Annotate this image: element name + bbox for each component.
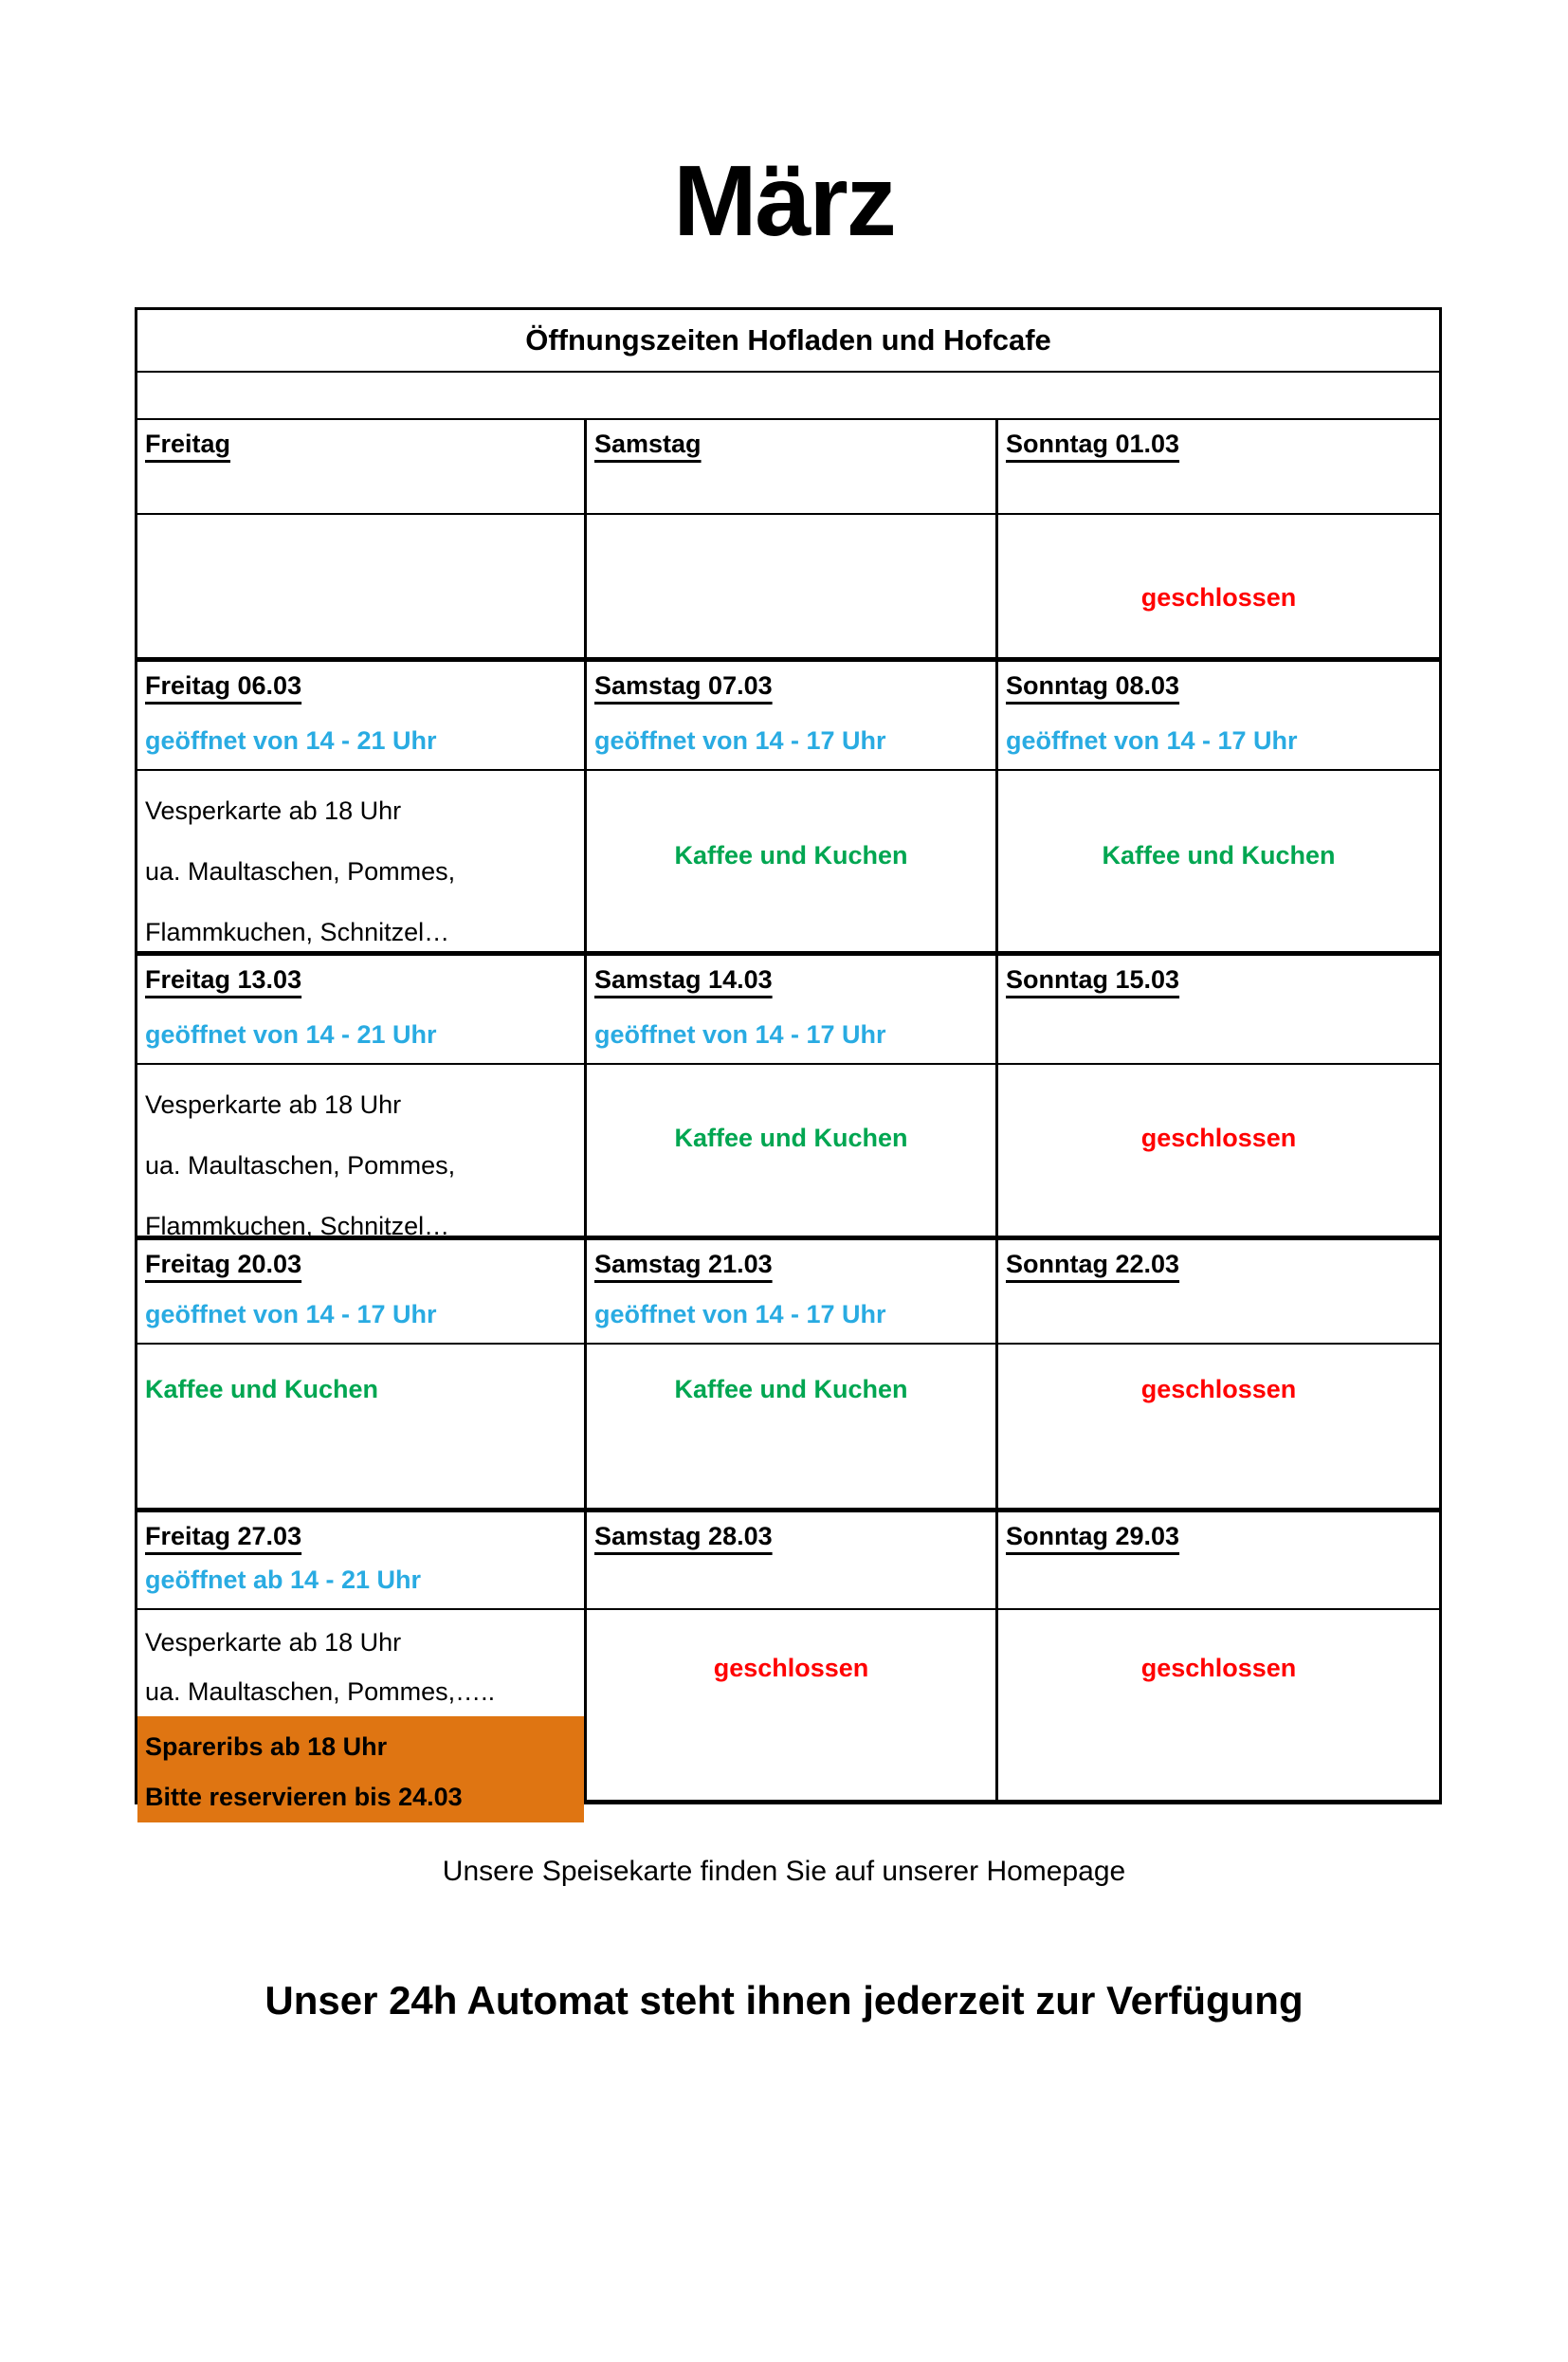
menu-line: Vesperkarte ab 18 Uhr	[145, 796, 402, 825]
day-title: Sonntag 08.03	[1006, 670, 1180, 700]
day-header-freitag	[137, 420, 587, 513]
status-kaffee-und-kuchen: Kaffee und Kuchen	[674, 1123, 908, 1152]
week3-samstag-content	[587, 1345, 998, 1508]
table-title: Öffnungszeiten Hofladen und Hofcafe	[137, 310, 1439, 373]
highlight-line: Spareribs ab 18 Uhr	[145, 1731, 388, 1761]
spacer-row	[137, 373, 1439, 420]
menu-line: ua. Maultaschen, Pommes,	[145, 856, 456, 886]
status-geschlossen: geschlossen	[1140, 1123, 1297, 1152]
week3-header-row	[137, 1240, 1439, 1345]
status-geschlossen: geschlossen	[1140, 1374, 1297, 1403]
day-title: Samstag 28.03	[594, 1521, 773, 1550]
opening-hours: geöffnet von 14 - 21 Uhr	[145, 725, 437, 755]
week4-samstag-header	[587, 1512, 998, 1608]
highlight-line: Bitte reservieren bis 24.03	[145, 1782, 463, 1811]
menu-lines	[137, 1610, 584, 1716]
week2-sonntag-header	[998, 956, 1439, 1063]
day-header-label: Samstag	[594, 429, 702, 458]
spareribs-highlight	[137, 1716, 584, 1822]
opening-hours: geöffnet von 14 - 17 Uhr	[145, 1299, 437, 1328]
menu-line: ua. Maultaschen, Pommes,…..	[145, 1676, 496, 1706]
week2-sonntag-content	[998, 1065, 1439, 1236]
day-header-samstag	[587, 420, 998, 513]
menu-line: Vesperkarte ab 18 Uhr	[145, 1089, 402, 1119]
day-title: Freitag 27.03	[145, 1521, 302, 1550]
status-kaffee-und-kuchen: Kaffee und Kuchen	[674, 840, 908, 870]
week1-freitag-menu	[137, 771, 587, 951]
week4-header-row	[137, 1512, 1439, 1610]
day-title: Sonntag 15.03	[1006, 964, 1180, 994]
opening-hours: geöffnet ab 14 - 21 Uhr	[145, 1565, 422, 1594]
week1-sonntag-content	[998, 771, 1439, 951]
day-title: Freitag 20.03	[145, 1249, 302, 1278]
status-kaffee-und-kuchen: Kaffee und Kuchen	[674, 1374, 908, 1403]
status-geschlossen: geschlossen	[1140, 1653, 1297, 1682]
page	[0, 144, 1568, 2023]
week0-freitag-cell	[137, 515, 587, 657]
week4-samstag-content	[587, 1610, 998, 1800]
day-title: Samstag 21.03	[594, 1249, 773, 1278]
menu-line: Flammkuchen, Schnitzel…	[145, 1211, 450, 1240]
menu-line: Flammkuchen, Schnitzel…	[145, 917, 450, 946]
week2-samstag-header	[587, 956, 998, 1063]
day-header-label: Freitag	[145, 429, 231, 458]
week0-samstag-cell	[587, 515, 998, 657]
day-title: Freitag 06.03	[145, 670, 302, 700]
week1-header-row	[137, 662, 1439, 771]
opening-hours: geöffnet von 14 - 17 Uhr	[594, 1019, 886, 1049]
menu-line: ua. Maultaschen, Pommes,	[145, 1150, 456, 1180]
week1-sonntag-header	[998, 662, 1439, 769]
page-title: März	[673, 145, 895, 257]
automat-note: Unser 24h Automat steht ihnen jederzeit zur Verfügung	[264, 1977, 1304, 2023]
week4-content-row	[137, 1610, 1439, 1811]
day-header-row	[137, 420, 1439, 515]
week2-header-row	[137, 956, 1439, 1065]
day-header-label: Sonntag 01.03	[1006, 429, 1180, 458]
day-title: Samstag 14.03	[594, 964, 773, 994]
week3-content-row	[137, 1345, 1439, 1512]
week0-sonntag-cell	[998, 515, 1439, 657]
status-kaffee-und-kuchen: Kaffee und Kuchen	[145, 1374, 379, 1403]
day-title: Freitag 13.03	[145, 964, 302, 994]
week4-freitag-header	[137, 1512, 587, 1608]
menu-line: Vesperkarte ab 18 Uhr	[145, 1627, 402, 1657]
week3-freitag-content	[137, 1345, 587, 1508]
week2-freitag-menu	[137, 1065, 587, 1240]
status-geschlossen: geschlossen	[1140, 582, 1297, 612]
week2-samstag-content	[587, 1065, 998, 1236]
week1-content-row	[137, 771, 1439, 956]
opening-hours: geöffnet von 14 - 21 Uhr	[145, 1019, 437, 1049]
opening-hours: geöffnet von 14 - 17 Uhr	[594, 725, 886, 755]
week4-freitag-menu	[137, 1610, 587, 1811]
opening-hours: geöffnet von 14 - 17 Uhr	[594, 1299, 886, 1328]
schedule-table	[135, 307, 1442, 1811]
day-title: Sonntag 22.03	[1006, 1249, 1180, 1278]
opening-hours: geöffnet von 14 - 17 Uhr	[1006, 725, 1298, 755]
week3-samstag-header	[587, 1240, 998, 1343]
status-geschlossen: geschlossen	[713, 1653, 869, 1682]
week0-row	[137, 515, 1439, 662]
week4-sonntag-content	[998, 1610, 1439, 1800]
week1-samstag-content	[587, 771, 998, 951]
week4-sonntag-header	[998, 1512, 1439, 1608]
day-title: Sonntag 29.03	[1006, 1521, 1180, 1550]
status-kaffee-und-kuchen: Kaffee und Kuchen	[1102, 840, 1336, 870]
week3-sonntag-content	[998, 1345, 1439, 1508]
week3-sonntag-header	[998, 1240, 1439, 1343]
week2-freitag-header	[137, 956, 587, 1063]
day-title: Samstag 07.03	[594, 670, 773, 700]
week1-samstag-header	[587, 662, 998, 769]
week1-freitag-header	[137, 662, 587, 769]
week2-content-row	[137, 1065, 1439, 1240]
week3-freitag-header	[137, 1240, 587, 1343]
day-header-sonntag	[998, 420, 1439, 513]
speisekarte-note: Unsere Speisekarte finden Sie auf unserer Homepage	[442, 1855, 1126, 1887]
